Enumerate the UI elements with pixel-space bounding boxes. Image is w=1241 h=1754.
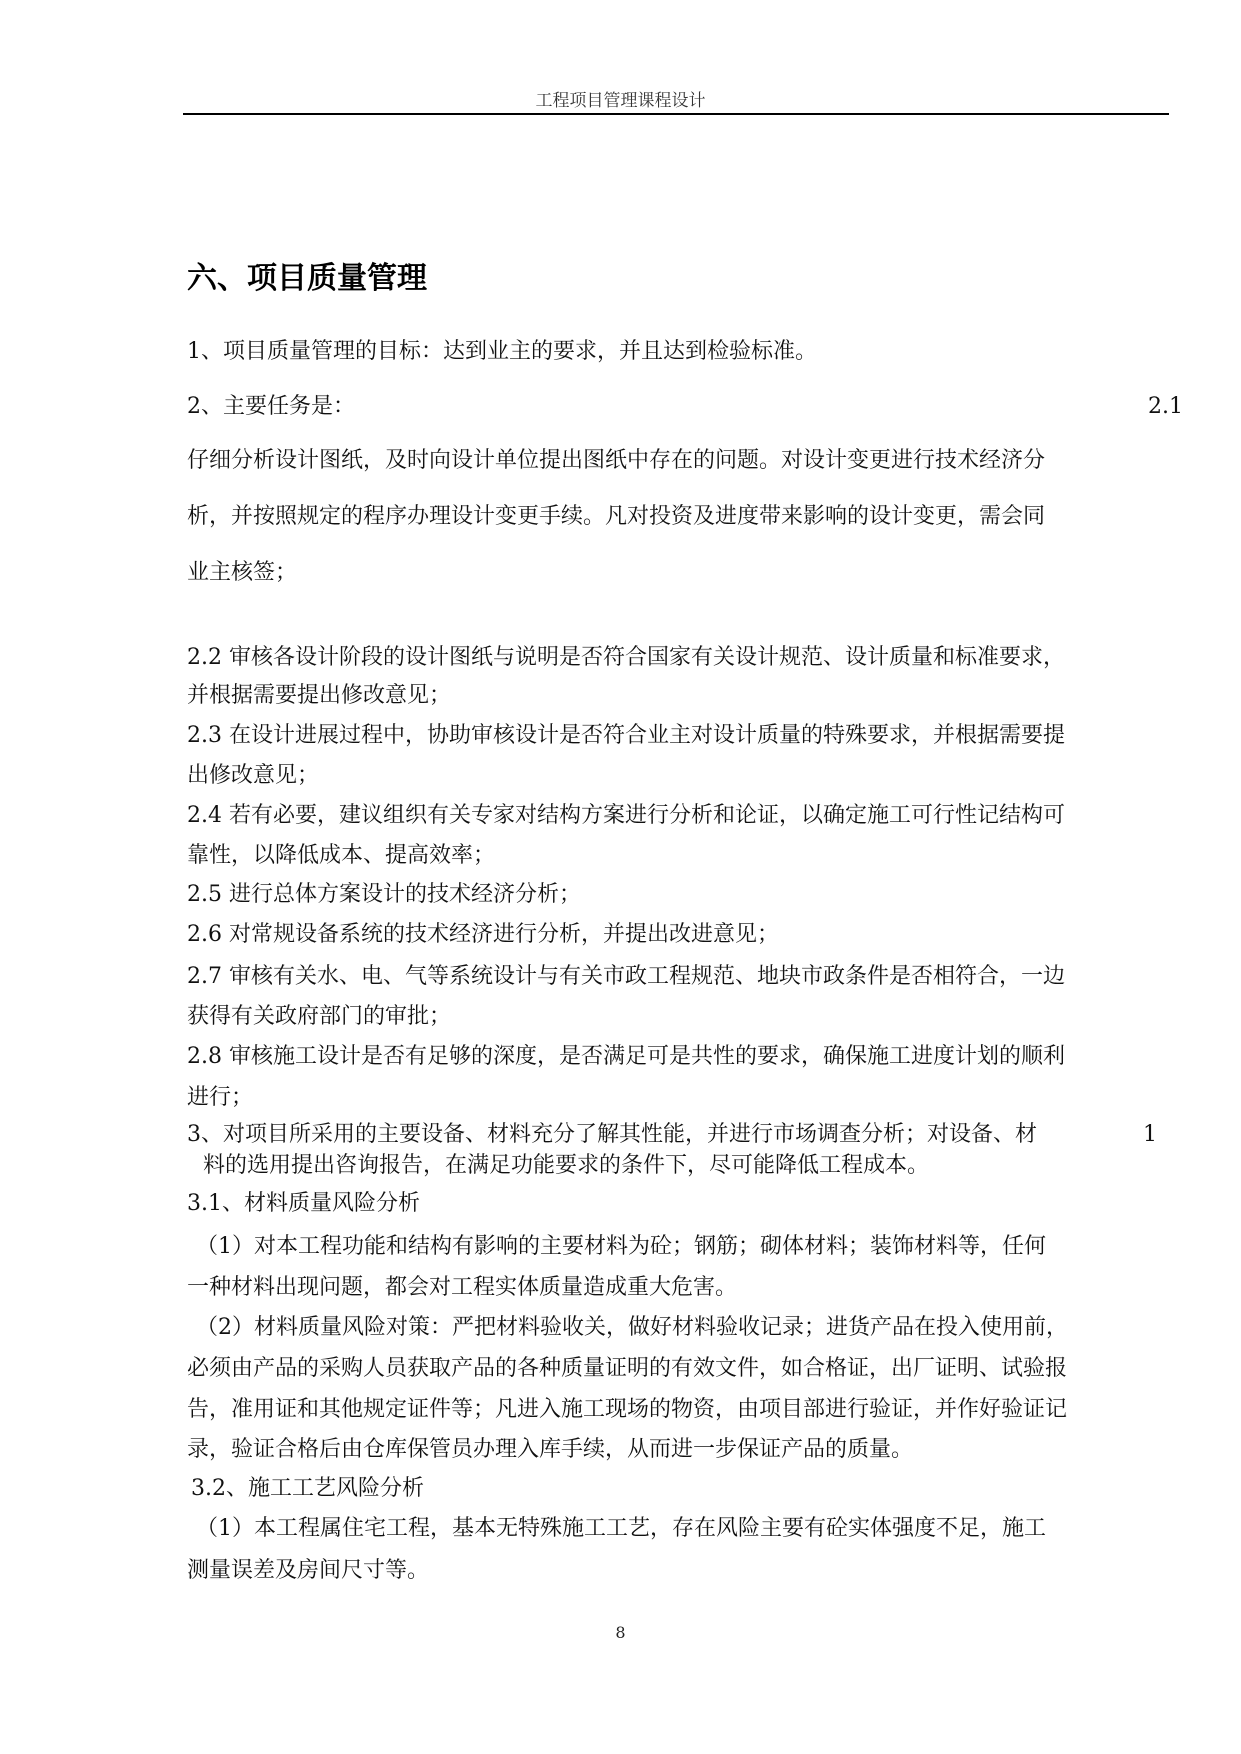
text-line: 2.8 审核施工设计是否有足够的深度，是否满足可是共性的要求，确保施工进度计划的顺利	[187, 1044, 1065, 1069]
text-line: 2.4 若有必要，建议组织有关专家对结构方案进行分析和论证，以确定施工可行性记结构可	[187, 803, 1065, 828]
running-header: 工程项目管理课程设计	[535, 91, 706, 111]
text-line: （1）对本工程功能和结构有影响的主要材料为砼；钢筋；砌体材料；装饰材料等，任何	[196, 1234, 1046, 1259]
text-line: 录，验证合格后由仓库保管员办理入库手续，从而进一步保证产品的质量。	[187, 1437, 914, 1462]
text-line: 2.2 审核各设计阶段的设计图纸与说明是否符合国家有关设计规范、设计质量和标准要求，	[187, 645, 1065, 670]
text-line: 3.1、材料质量风险分析	[187, 1191, 420, 1216]
text-line: 2.1	[1148, 394, 1183, 419]
page-number: 8	[615, 1623, 626, 1642]
text-line: 料的选用提出咨询报告，在满足功能要求的条件下，尽可能降低工程成本。	[203, 1153, 930, 1178]
text-line: 2.5 进行总体方案设计的技术经济分析；	[187, 882, 581, 907]
text-line: 仔细分析设计图纸，及时向设计单位提出图纸中存在的问题。对设计变更进行技术经济分	[187, 448, 1046, 473]
text-line: 靠性，以降低成本、提高效率；	[187, 843, 496, 868]
text-line: 业主核签；	[187, 560, 298, 585]
text-line: 析，并按照规定的程序办理设计变更手续。凡对投资及进度带来影响的设计变更，需会同	[187, 504, 1046, 529]
text-line: 3.2、施工工艺风险分析	[191, 1476, 424, 1501]
text-line: 一种材料出现问题，都会对工程实体质量造成重大危害。	[187, 1275, 738, 1300]
text-line: 并根据需要提出修改意见；	[187, 683, 452, 708]
text-line: 测量误差及房间尺寸等。	[187, 1558, 430, 1583]
text-line: 获得有关政府部门的审批；	[187, 1004, 452, 1029]
text-line: 2、主要任务是：	[187, 394, 355, 419]
section-title: 六、项目质量管理	[187, 261, 427, 296]
text-line: 必须由产品的采购人员获取产品的各种质量证明的有效文件，如合格证，出厂证明、试验报	[187, 1356, 1068, 1381]
text-line: 进行；	[187, 1085, 254, 1110]
text-line: 3、对项目所采用的主要设备、材料充分了解其性能，并进行市场调查分析；对设备、材	[187, 1122, 1037, 1147]
text-line: 1、项目质量管理的目标：达到业主的要求，并且达到检验标准。	[187, 339, 817, 364]
text-line: 2.3 在设计进展过程中，协助审核设计是否符合业主对设计质量的特殊要求，并根据需要提	[187, 723, 1065, 748]
text-line: 1	[1143, 1122, 1157, 1147]
text-line: （1）本工程属住宅工程，基本无特殊施工工艺，存在风险主要有砼实体强度不足，施工	[196, 1516, 1046, 1541]
text-line: （2）材料质量风险对策：严把材料验收关，做好材料验收记录；进货产品在投入使用前，	[196, 1315, 1069, 1340]
text-line: 告，准用证和其他规定证件等；凡进入施工现场的物资，由项目部进行验证，并作好验证记	[187, 1397, 1068, 1422]
header-rule	[183, 113, 1169, 115]
text-line: 出修改意见；	[187, 763, 320, 788]
text-line: 2.6 对常规设备系统的技术经济进行分析，并提出改进意见；	[187, 922, 779, 947]
text-line: 2.7 审核有关水、电、气等系统设计与有关市政工程规范、地块市政条件是否相符合，一边	[187, 964, 1065, 989]
